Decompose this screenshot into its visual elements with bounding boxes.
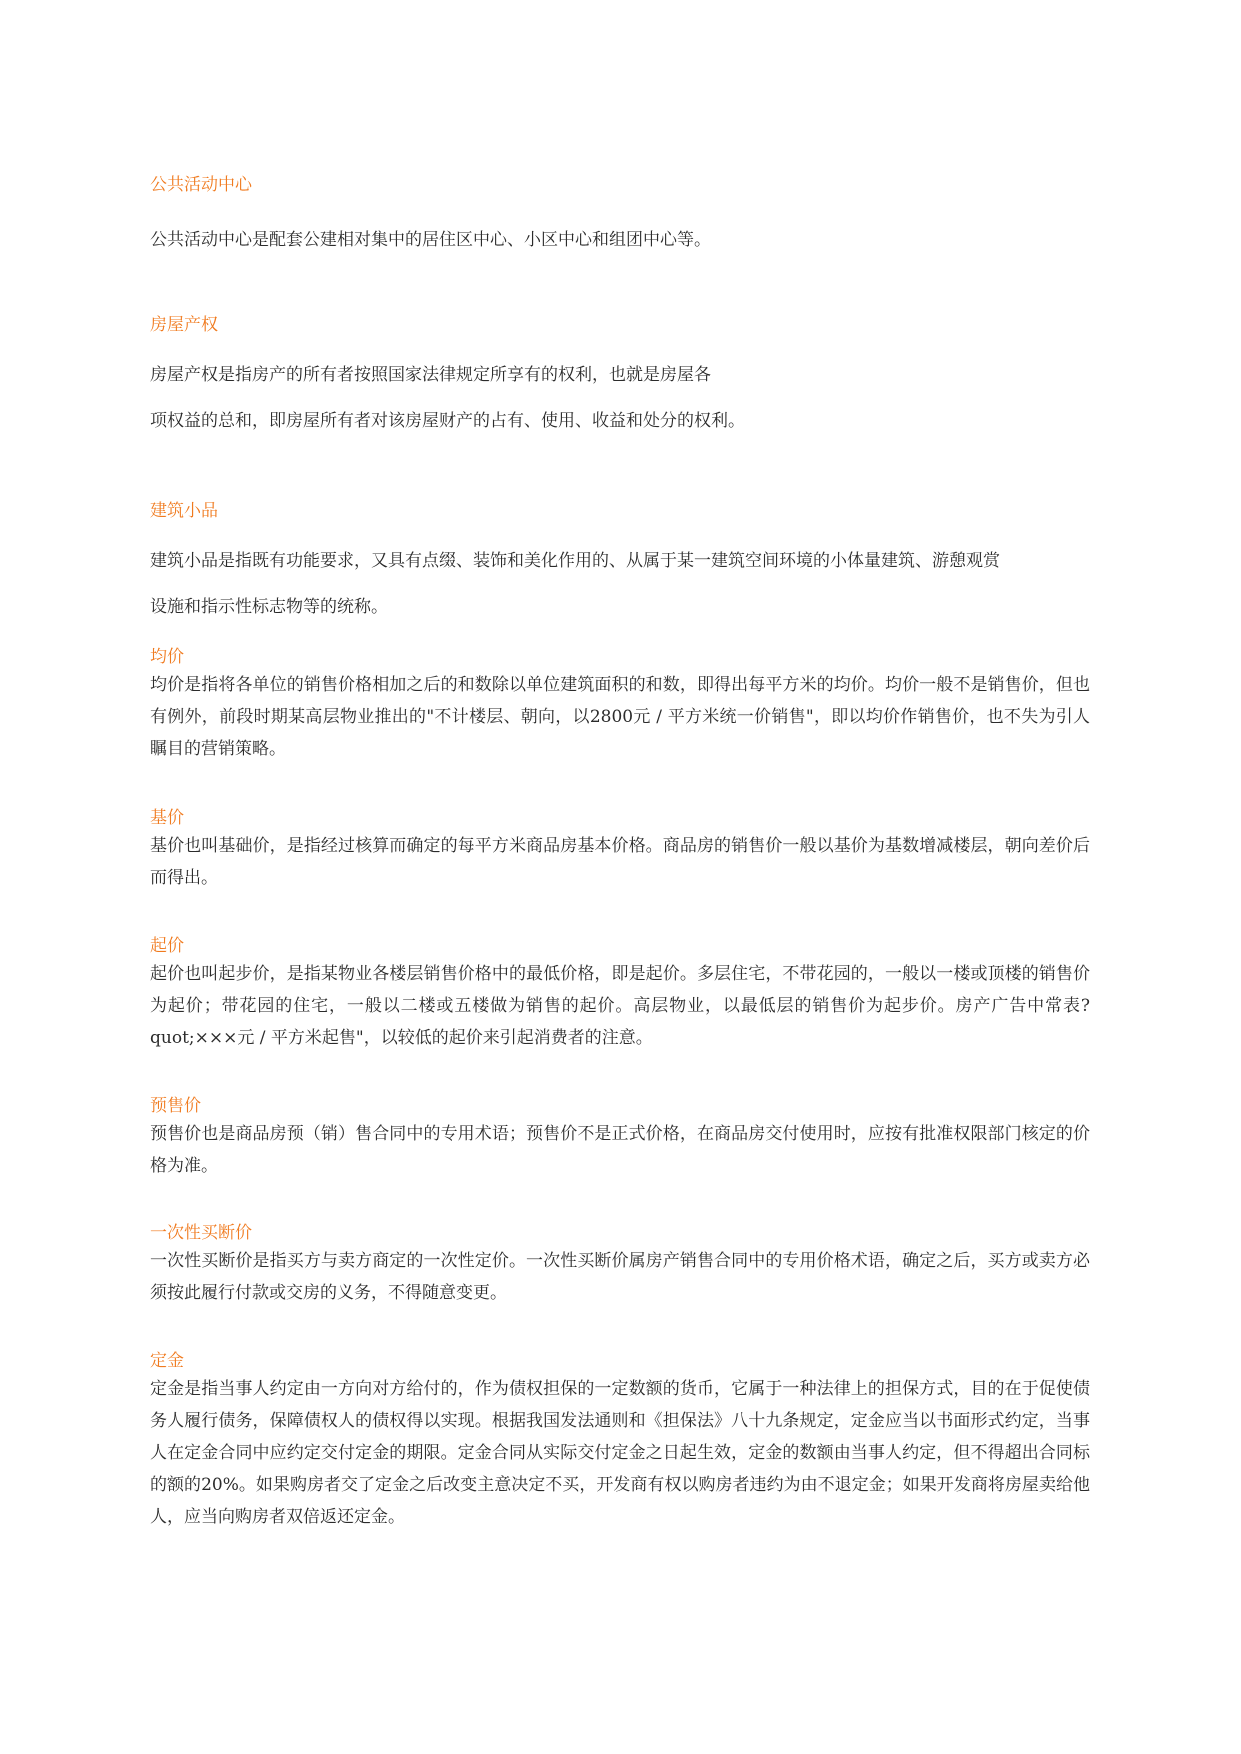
section-heading: 起价 [150, 936, 184, 956]
section-text: 定金是指当事人约定由一方向对方给付的，作为债权担保的一定数额的货币，它属于一种法律上的担保方式，目的在于促使债务人履行债务，保障债权人的债权得以实现。根据我国发法通则和《担保法》八十九条规定，定金应当以书面形式约定，当事人在定金合同中应约定交付定金的期限。定金合同从实际交付定金之日起生效，定金的数额由当事人约定，但不得超出合同标的额的20%。如果购房者交了定金之后改变主意决定不买，开发商有权以购房者违约为由不退定金；如果开发商将房屋卖给他人，应当向购房者双倍返还定金。 [150, 1379, 1090, 1527]
section-text: 起价也叫起步价，是指某物业各楼层销售价格中的最低价格，即是起价。多层住宅，不带花园的，一般以一楼或顶楼的销售价为起价；带花园的住宅，一般以二楼或五楼做为销售的起价。高层物业，以最低层的销售价为起步价。房产广告中常表?quot;×××元 / 平方米起售"，以较低的起价来引起消费者的注意。 [150, 964, 1090, 1048]
section-heading: 均价 [150, 647, 184, 667]
section-architectural-sketch [150, 499, 1090, 630]
section-text: 项权益的总和，即房屋所有者对该房屋财产的占有、使用、收益和处分的权利。 [150, 411, 745, 431]
section-starting-price [150, 934, 1090, 1054]
section-heading: 建筑小品 [150, 501, 218, 521]
section-text: 预售价也是商品房预（销）售合同中的专用术语；预售价不是正式价格，在商品房交付使用时，应按有批准权限部门核定的价格为准。 [150, 1124, 1090, 1176]
section-text: 设施和指示性标志物等的统称。 [150, 597, 388, 617]
section-heading: 基价 [150, 808, 184, 828]
section-text: 公共活动中心是配套公建相对集中的居住区中心、小区中心和组团中心等。 [150, 230, 711, 250]
section-text: 均价是指将各单位的销售价格相加之后的和数除以单位建筑面积的和数，即得出每平方米的均价。均价一般不是销售价，但也有例外，前段时期某高层物业推出的"不计楼层、朝向，以2800元 / 平方米统一价销售"，即以均价作销售价，也不失为引人瞩目的营销策略。 [150, 675, 1090, 759]
section-deposit [150, 1349, 1090, 1533]
section-heading: 房屋产权 [150, 315, 218, 335]
section-heading: 预售价 [150, 1096, 201, 1116]
section-presale-price [150, 1094, 1090, 1182]
section-public-activity-center [150, 173, 1090, 263]
section-heading: 一次性买断价 [150, 1223, 252, 1243]
section-text: 房屋产权是指房产的所有者按照国家法律规定所享有的权利，也就是房屋各 [150, 365, 711, 385]
section-property-rights [150, 313, 1090, 444]
section-heading: 定金 [150, 1351, 184, 1371]
section-base-price [150, 806, 1090, 894]
section-average-price [150, 645, 1090, 765]
section-text: 基价也叫基础价，是指经过核算而确定的每平方米商品房基本价格。商品房的销售价一般以基价为基数增减楼层，朝向差价后而得出。 [150, 836, 1090, 888]
section-text: 建筑小品是指既有功能要求，又具有点缀、装饰和美化作用的、从属于某一建筑空间环境的小体量建筑、游憩观赏 [150, 551, 1000, 571]
section-one-time-buyout-price [150, 1221, 1090, 1309]
section-text: 一次性买断价是指买方与卖方商定的一次性定价。一次性买断价属房产销售合同中的专用价格术语，确定之后，买方或卖方必须按此履行付款或交房的义务，不得随意变更。 [150, 1251, 1090, 1303]
section-heading: 公共活动中心 [150, 175, 252, 195]
